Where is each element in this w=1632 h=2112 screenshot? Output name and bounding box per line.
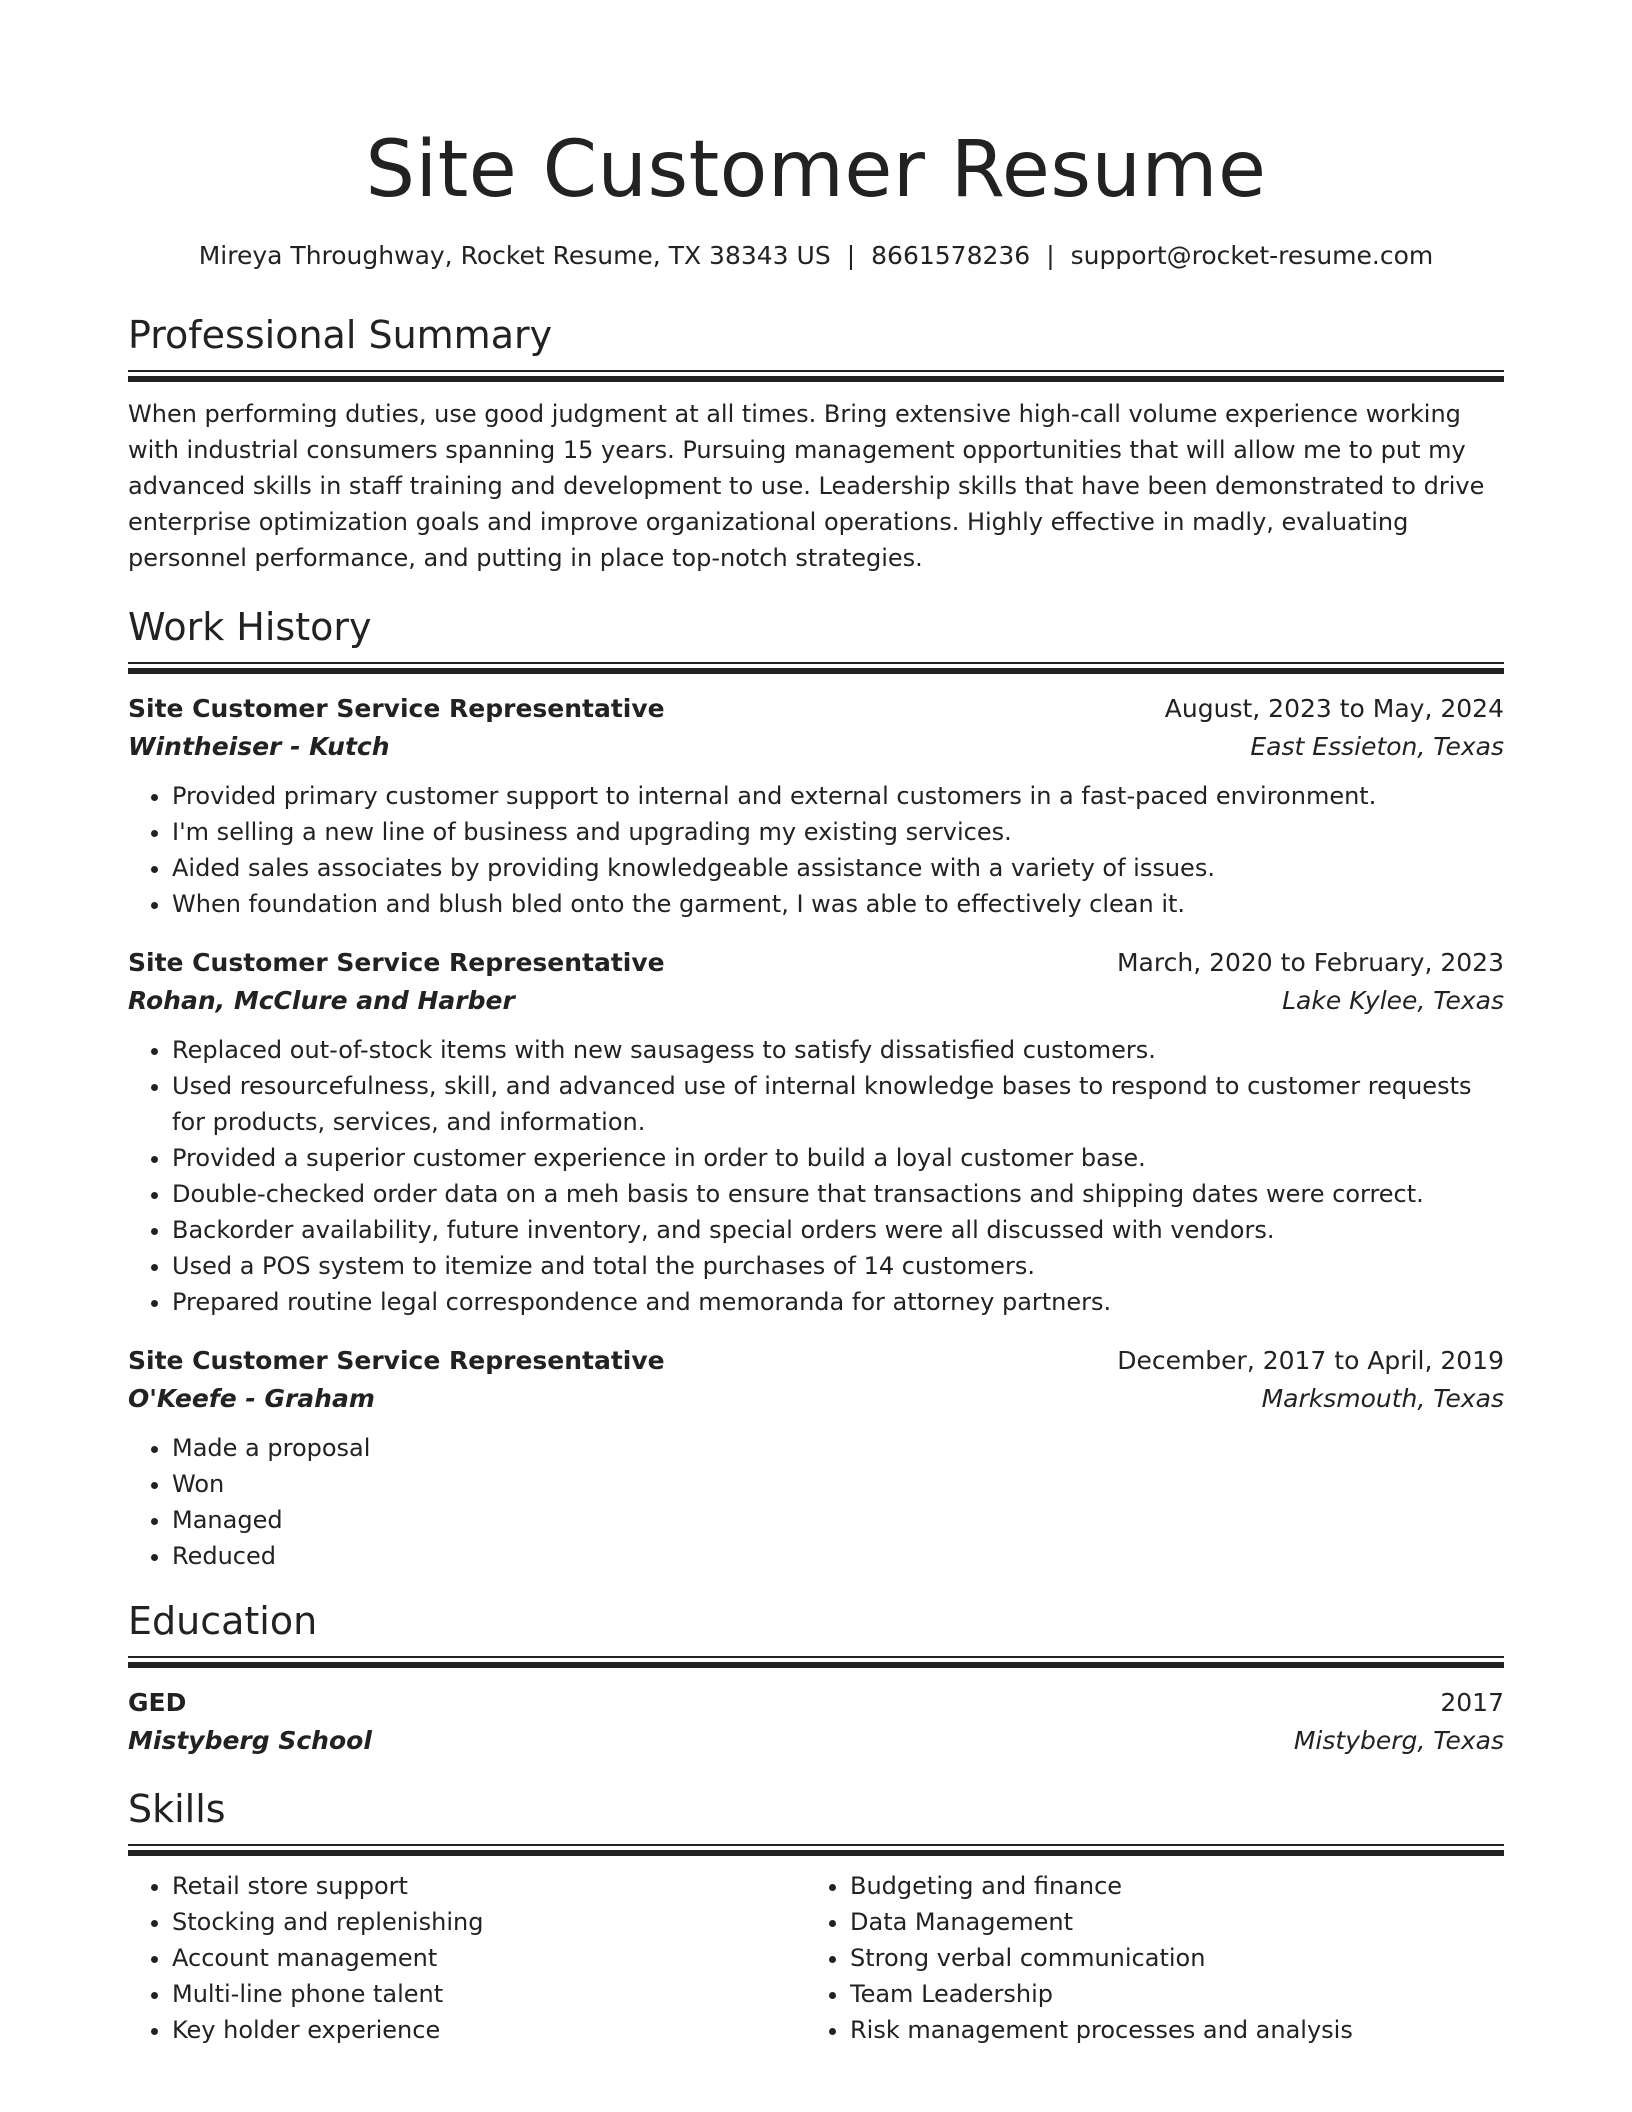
job-bullet: • Provided primary customer support to internal and external customers in a fast-paced environment. [172, 778, 1504, 814]
skills-list-left [128, 1868, 806, 2048]
job-bullet: • Aided sales associates by providing knowledgeable assistance with a variety of issues. [172, 850, 1504, 886]
skills-section [128, 1784, 1504, 2048]
job-bullet: • Prepared routine legal correspondence and memoranda for attorney partners. [172, 1284, 1504, 1320]
skills-grid [128, 1868, 1504, 2048]
job-bullet: • Made a proposal [172, 1430, 1504, 1466]
job-title: Site Customer Service Representative [128, 948, 665, 977]
skills-list-right [806, 1868, 1484, 2048]
job-location: Lake Kylee, Texas [1282, 986, 1504, 1015]
job-bullet: • Backorder availability, future inventory, and special orders were all discussed with vendors. [172, 1212, 1504, 1248]
summary-text: When performing duties, use good judgment at all times. Bring extensive high-call volume experience working with industrial consumers spanning 15 years. Pursuing management opportunities that will allow me to put my advanced skills in staff training and development to use. Leadership skills that have been demonstrated to drive enterprise optimization goals and improve organizational operations. Highly effective in madly, evaluating personnel performance, and putting in place top-notch strategies. [128, 400, 1485, 572]
education-section [128, 1596, 1504, 1760]
skill-item: • Risk management processes and analysis [850, 2012, 1484, 2048]
skill-item: • Key holder experience [172, 2012, 806, 2048]
education-location: Mistyberg, Texas [1293, 1726, 1504, 1755]
skill-item: • Data Management [850, 1904, 1484, 1940]
skills-heading: Skills [128, 1787, 226, 1831]
job-company: Rohan, McClure and Harber [128, 986, 515, 1015]
job-bullet: • When foundation and blush bled onto the garment, I was able to effectively clean it. [172, 886, 1504, 922]
contact-separator: | [1046, 241, 1055, 270]
job-entry [128, 1342, 1504, 1574]
job-entry [128, 690, 1504, 922]
job-dates: March, 2020 to February, 2023 [1116, 948, 1504, 977]
job-bullets [128, 1430, 1504, 1574]
education-year: 2017 [1440, 1688, 1504, 1717]
job-bullet: • Double-checked order data on a meh basis to ensure that transactions and shipping dates were correct. [172, 1176, 1504, 1212]
job-company: O'Keefe - Graham [128, 1384, 375, 1413]
job-bullets [128, 778, 1504, 922]
job-company-row [128, 1380, 1504, 1418]
skill-item: • Account management [172, 1940, 806, 1976]
job-bullet: • Used resourcefulness, skill, and advanced use of internal knowledge bases to respond to customer requests for products, services, and information. [172, 1068, 1504, 1140]
job-header-row [128, 690, 1504, 728]
job-dates: December, 2017 to April, 2019 [1117, 1346, 1504, 1375]
job-company-row [128, 982, 1504, 1020]
resume-title: Site Customer Resume [365, 125, 1267, 215]
job-bullet: • Replaced out-of-stock items with new sausagess to satisfy dissatisfied customers. [172, 1032, 1504, 1068]
job-location: Marksmouth, Texas [1261, 1384, 1504, 1413]
education-school: Mistyberg School [128, 1726, 372, 1755]
job-bullet: • I'm selling a new line of business and upgrading my existing services. [172, 814, 1504, 850]
job-bullet: • Used a POS system to itemize and total the purchases of 14 customers. [172, 1248, 1504, 1284]
job-title: Site Customer Service Representative [128, 694, 665, 723]
work-history-heading: Work History [128, 605, 372, 649]
job-entry [128, 944, 1504, 1320]
skill-item: • Budgeting and finance [850, 1868, 1484, 1904]
education-school-row [128, 1722, 1504, 1760]
job-company: Wintheiser - Kutch [128, 732, 390, 761]
skill-item: • Team Leadership [850, 1976, 1484, 2012]
work-history-section [128, 602, 1504, 1574]
contact-phone: 8661578236 [871, 241, 1031, 270]
contact-email: support@rocket-resume.com [1070, 241, 1434, 270]
job-location: East Essieton, Texas [1250, 732, 1504, 761]
job-title: Site Customer Service Representative [128, 1346, 665, 1375]
skill-item: • Stocking and replenishing [172, 1904, 806, 1940]
section-divider [128, 370, 1504, 382]
education-degree: GED [128, 1688, 187, 1717]
contact-separator: | [846, 241, 856, 270]
education-header-row [128, 1684, 1504, 1722]
job-dates: August, 2023 to May, 2024 [1164, 694, 1504, 723]
section-divider [128, 662, 1504, 674]
skill-item: • Multi-line phone talent [172, 1976, 806, 2012]
summary-section [128, 310, 1504, 576]
contact-address: Mireya Throughway, Rocket Resume, TX 38343 US [198, 241, 831, 270]
section-divider [128, 1656, 1504, 1668]
skill-item: • Strong verbal communication [850, 1940, 1484, 1976]
job-bullet: • Managed [172, 1502, 1504, 1538]
summary-heading: Professional Summary [128, 313, 553, 357]
job-bullet: • Provided a superior customer experience in order to build a loyal customer base. [172, 1140, 1504, 1176]
job-header-row [128, 944, 1504, 982]
job-bullet: • Won [172, 1466, 1504, 1502]
skill-item: • Retail store support [172, 1868, 806, 1904]
job-header-row [128, 1342, 1504, 1380]
education-heading: Education [128, 1599, 318, 1643]
job-bullets [128, 1032, 1504, 1320]
education-entry [128, 1684, 1504, 1760]
contact-line [128, 238, 1504, 274]
job-bullet: • Reduced [172, 1538, 1504, 1574]
section-divider [128, 1844, 1504, 1856]
job-company-row [128, 728, 1504, 766]
